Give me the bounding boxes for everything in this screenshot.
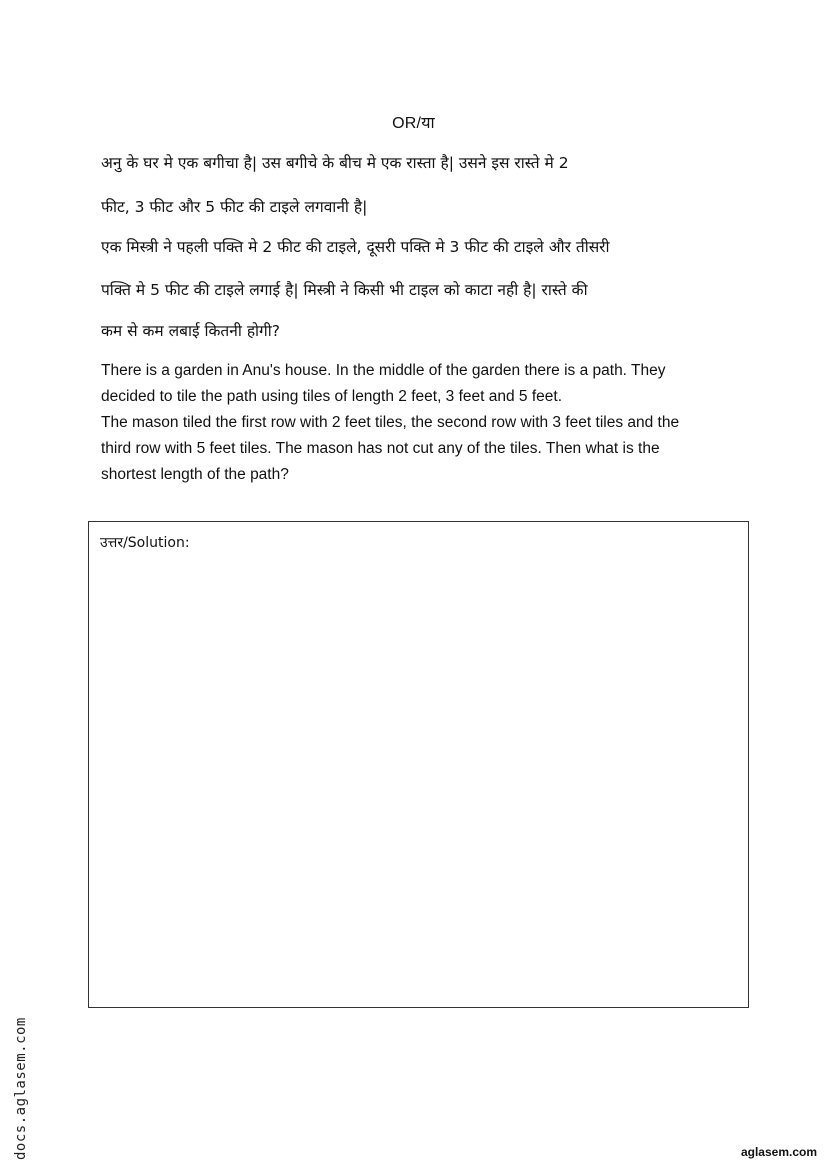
solution-box bbox=[88, 521, 749, 1008]
english-line: third row with 5 feet tiles. The mason has not cut any of the tiles. Then what is the bbox=[101, 440, 660, 457]
hindi-line: पक्ति मे 5 फीट की टाइले लगाई है| मिस्त्री ने किसी भी टाइल को काटा नही है| रास्ते की bbox=[101, 281, 588, 299]
side-watermark: docs.aglasem.com bbox=[13, 1017, 29, 1160]
hindi-line: एक मिस्त्री ने पहली पक्ति मे 2 फीट की टाइले, दूसरी पक्ति मे 3 फीट की टाइले और तीसरी bbox=[101, 238, 610, 256]
english-line: There is a garden in Anu's house. In the middle of the garden there is a path. They bbox=[101, 362, 666, 379]
hindi-line: अनु के घर मे एक बगीचा है| उस बगीचे के बीच मे एक रास्ता है| उसने इस रास्ते मे 2 bbox=[101, 154, 569, 172]
english-line: The mason tiled the first row with 2 feet tiles, the second row with 3 feet tiles and the bbox=[101, 414, 680, 431]
hindi-line: फीट, 3 फीट और 5 फीट की टाइले लगवानी है| bbox=[101, 198, 368, 216]
hindi-line: कम से कम लबाई कितनी होगी? bbox=[101, 322, 281, 340]
or-heading: OR/या bbox=[392, 115, 435, 132]
solution-label: उत्तर/Solution: bbox=[100, 535, 190, 551]
footer-brand: aglasem.com bbox=[740, 1145, 817, 1159]
english-line: decided to tile the path using tiles of length 2 feet, 3 feet and 5 feet. bbox=[101, 388, 563, 405]
question-english bbox=[101, 358, 741, 488]
english-line: shortest length of the path? bbox=[101, 466, 289, 483]
